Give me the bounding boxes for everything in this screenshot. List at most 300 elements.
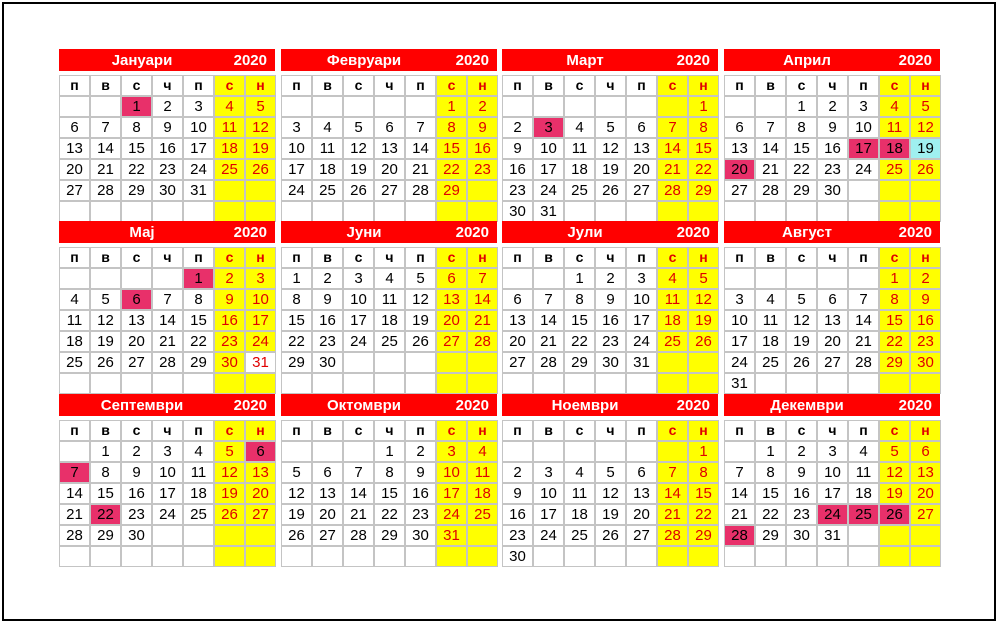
day-cell[interactable]: 16: [502, 504, 533, 525]
day-cell[interactable]: 18: [879, 138, 910, 159]
day-cell[interactable]: 9: [910, 289, 941, 310]
day-cell[interactable]: 26: [688, 331, 719, 352]
day-cell[interactable]: 9: [502, 483, 533, 504]
day-cell[interactable]: 13: [910, 462, 941, 483]
day-cell[interactable]: 23: [152, 159, 183, 180]
day-cell[interactable]: 13: [502, 310, 533, 331]
day-cell[interactable]: 18: [755, 331, 786, 352]
day-cell[interactable]: 26: [786, 352, 817, 373]
day-cell[interactable]: 2: [502, 117, 533, 138]
day-cell[interactable]: 21: [755, 159, 786, 180]
day-cell[interactable]: 10: [183, 117, 214, 138]
day-cell[interactable]: 11: [848, 462, 879, 483]
day-cell[interactable]: 5: [405, 268, 436, 289]
day-cell[interactable]: 6: [817, 289, 848, 310]
day-cell[interactable]: 25: [657, 331, 688, 352]
day-cell[interactable]: 6: [502, 289, 533, 310]
day-cell[interactable]: 28: [724, 525, 755, 546]
day-cell[interactable]: 7: [657, 117, 688, 138]
day-cell[interactable]: 13: [817, 310, 848, 331]
day-cell[interactable]: 3: [152, 441, 183, 462]
day-cell[interactable]: 13: [312, 483, 343, 504]
day-cell[interactable]: 22: [786, 159, 817, 180]
day-cell[interactable]: 10: [343, 289, 374, 310]
day-cell[interactable]: 16: [817, 138, 848, 159]
day-cell[interactable]: 14: [848, 310, 879, 331]
day-cell[interactable]: 6: [312, 462, 343, 483]
day-cell[interactable]: 27: [724, 180, 755, 201]
day-cell[interactable]: 28: [343, 525, 374, 546]
day-cell[interactable]: 29: [688, 180, 719, 201]
day-cell[interactable]: 7: [90, 117, 121, 138]
day-cell[interactable]: 30: [502, 546, 533, 567]
day-cell[interactable]: 9: [152, 117, 183, 138]
day-cell[interactable]: 4: [564, 462, 595, 483]
day-cell[interactable]: 23: [502, 525, 533, 546]
day-cell[interactable]: 31: [436, 525, 467, 546]
day-cell[interactable]: 3: [724, 289, 755, 310]
day-cell[interactable]: 18: [59, 331, 90, 352]
day-cell[interactable]: 27: [626, 525, 657, 546]
day-cell[interactable]: 14: [59, 483, 90, 504]
day-cell[interactable]: 4: [374, 268, 405, 289]
day-cell[interactable]: 3: [343, 268, 374, 289]
day-cell[interactable]: 16: [152, 138, 183, 159]
day-cell[interactable]: 8: [281, 289, 312, 310]
day-cell[interactable]: 5: [688, 268, 719, 289]
day-cell[interactable]: 28: [90, 180, 121, 201]
day-cell[interactable]: 21: [724, 504, 755, 525]
day-cell[interactable]: 23: [312, 331, 343, 352]
day-cell[interactable]: 14: [467, 289, 498, 310]
day-cell[interactable]: 1: [688, 441, 719, 462]
day-cell[interactable]: 4: [564, 117, 595, 138]
day-cell[interactable]: 9: [214, 289, 245, 310]
day-cell[interactable]: 12: [688, 289, 719, 310]
day-cell[interactable]: 17: [343, 310, 374, 331]
day-cell[interactable]: 17: [245, 310, 276, 331]
day-cell[interactable]: 24: [626, 331, 657, 352]
day-cell[interactable]: 19: [245, 138, 276, 159]
day-cell[interactable]: 21: [152, 331, 183, 352]
day-cell[interactable]: 26: [281, 525, 312, 546]
day-cell[interactable]: 23: [910, 331, 941, 352]
day-cell[interactable]: 24: [436, 504, 467, 525]
day-cell[interactable]: 28: [533, 352, 564, 373]
day-cell[interactable]: 26: [343, 180, 374, 201]
day-cell[interactable]: 19: [688, 310, 719, 331]
day-cell[interactable]: 22: [436, 159, 467, 180]
day-cell[interactable]: 8: [755, 462, 786, 483]
day-cell[interactable]: 10: [533, 483, 564, 504]
day-cell[interactable]: 2: [595, 268, 626, 289]
day-cell[interactable]: 8: [183, 289, 214, 310]
day-cell[interactable]: 17: [436, 483, 467, 504]
day-cell[interactable]: 19: [786, 331, 817, 352]
day-cell[interactable]: 25: [374, 331, 405, 352]
day-cell[interactable]: 29: [755, 525, 786, 546]
day-cell[interactable]: 1: [786, 96, 817, 117]
day-cell[interactable]: 3: [626, 268, 657, 289]
day-cell[interactable]: 12: [595, 483, 626, 504]
day-cell[interactable]: 6: [121, 289, 152, 310]
day-cell[interactable]: 14: [755, 138, 786, 159]
day-cell[interactable]: 10: [533, 138, 564, 159]
day-cell[interactable]: 17: [533, 504, 564, 525]
day-cell[interactable]: 20: [626, 159, 657, 180]
day-cell[interactable]: 7: [59, 462, 90, 483]
day-cell[interactable]: 24: [533, 525, 564, 546]
day-cell[interactable]: 16: [467, 138, 498, 159]
day-cell[interactable]: 15: [436, 138, 467, 159]
day-cell[interactable]: 10: [281, 138, 312, 159]
day-cell[interactable]: 7: [343, 462, 374, 483]
day-cell[interactable]: 10: [724, 310, 755, 331]
day-cell[interactable]: 21: [343, 504, 374, 525]
day-cell[interactable]: 7: [152, 289, 183, 310]
day-cell[interactable]: 30: [214, 352, 245, 373]
day-cell[interactable]: 8: [374, 462, 405, 483]
day-cell[interactable]: 13: [59, 138, 90, 159]
day-cell[interactable]: 15: [564, 310, 595, 331]
day-cell[interactable]: 23: [121, 504, 152, 525]
day-cell[interactable]: 8: [688, 462, 719, 483]
day-cell[interactable]: 23: [467, 159, 498, 180]
day-cell[interactable]: 6: [436, 268, 467, 289]
day-cell[interactable]: 7: [405, 117, 436, 138]
day-cell[interactable]: 30: [312, 352, 343, 373]
day-cell[interactable]: 10: [817, 462, 848, 483]
day-cell[interactable]: 29: [688, 525, 719, 546]
day-cell[interactable]: 30: [152, 180, 183, 201]
day-cell[interactable]: 6: [626, 462, 657, 483]
day-cell[interactable]: 12: [910, 117, 941, 138]
day-cell[interactable]: 9: [467, 117, 498, 138]
day-cell[interactable]: 20: [436, 310, 467, 331]
day-cell[interactable]: 25: [312, 180, 343, 201]
day-cell[interactable]: 19: [595, 504, 626, 525]
day-cell[interactable]: 28: [405, 180, 436, 201]
day-cell[interactable]: 16: [502, 159, 533, 180]
day-cell[interactable]: 12: [90, 310, 121, 331]
day-cell[interactable]: 18: [564, 159, 595, 180]
day-cell[interactable]: 4: [755, 289, 786, 310]
day-cell[interactable]: 12: [879, 462, 910, 483]
day-cell[interactable]: 22: [90, 504, 121, 525]
day-cell[interactable]: 12: [405, 289, 436, 310]
day-cell[interactable]: 5: [214, 441, 245, 462]
day-cell[interactable]: 13: [436, 289, 467, 310]
day-cell[interactable]: 17: [626, 310, 657, 331]
day-cell[interactable]: 19: [595, 159, 626, 180]
day-cell[interactable]: 16: [214, 310, 245, 331]
day-cell[interactable]: 9: [312, 289, 343, 310]
day-cell[interactable]: 11: [59, 310, 90, 331]
day-cell[interactable]: 23: [817, 159, 848, 180]
day-cell[interactable]: 9: [595, 289, 626, 310]
day-cell[interactable]: 13: [626, 138, 657, 159]
day-cell[interactable]: 3: [245, 268, 276, 289]
day-cell[interactable]: 2: [152, 96, 183, 117]
day-cell[interactable]: 10: [848, 117, 879, 138]
day-cell[interactable]: 29: [183, 352, 214, 373]
day-cell[interactable]: 13: [245, 462, 276, 483]
day-cell[interactable]: 25: [214, 159, 245, 180]
day-cell[interactable]: 25: [755, 352, 786, 373]
day-cell[interactable]: 14: [657, 483, 688, 504]
day-cell[interactable]: 20: [374, 159, 405, 180]
day-cell[interactable]: 15: [121, 138, 152, 159]
day-cell[interactable]: 24: [152, 504, 183, 525]
day-cell[interactable]: 17: [152, 483, 183, 504]
day-cell[interactable]: 30: [786, 525, 817, 546]
day-cell[interactable]: 28: [657, 180, 688, 201]
day-cell[interactable]: 17: [281, 159, 312, 180]
day-cell[interactable]: 19: [879, 483, 910, 504]
day-cell[interactable]: 11: [467, 462, 498, 483]
day-cell[interactable]: 4: [59, 289, 90, 310]
day-cell[interactable]: 24: [817, 504, 848, 525]
day-cell[interactable]: 12: [786, 310, 817, 331]
day-cell[interactable]: 1: [374, 441, 405, 462]
day-cell[interactable]: 20: [910, 483, 941, 504]
day-cell[interactable]: 1: [121, 96, 152, 117]
day-cell[interactable]: 8: [879, 289, 910, 310]
day-cell[interactable]: 17: [817, 483, 848, 504]
day-cell[interactable]: 29: [786, 180, 817, 201]
day-cell[interactable]: 18: [183, 483, 214, 504]
day-cell[interactable]: 16: [121, 483, 152, 504]
day-cell[interactable]: 11: [879, 117, 910, 138]
day-cell[interactable]: 11: [657, 289, 688, 310]
day-cell[interactable]: 26: [405, 331, 436, 352]
day-cell[interactable]: 17: [724, 331, 755, 352]
day-cell[interactable]: 11: [564, 138, 595, 159]
day-cell[interactable]: 23: [595, 331, 626, 352]
day-cell[interactable]: 4: [312, 117, 343, 138]
day-cell[interactable]: 13: [626, 483, 657, 504]
day-cell[interactable]: 25: [467, 504, 498, 525]
day-cell[interactable]: 21: [848, 331, 879, 352]
day-cell[interactable]: 4: [183, 441, 214, 462]
day-cell[interactable]: 13: [374, 138, 405, 159]
day-cell[interactable]: 19: [343, 159, 374, 180]
day-cell[interactable]: 31: [183, 180, 214, 201]
day-cell[interactable]: 1: [281, 268, 312, 289]
day-cell[interactable]: 18: [312, 159, 343, 180]
day-cell[interactable]: 11: [755, 310, 786, 331]
day-cell[interactable]: 26: [595, 180, 626, 201]
day-cell[interactable]: 14: [90, 138, 121, 159]
day-cell[interactable]: 22: [755, 504, 786, 525]
day-cell[interactable]: 3: [436, 441, 467, 462]
day-cell[interactable]: 29: [879, 352, 910, 373]
day-cell[interactable]: 15: [90, 483, 121, 504]
day-cell[interactable]: 25: [183, 504, 214, 525]
day-cell[interactable]: 1: [755, 441, 786, 462]
day-cell[interactable]: 24: [183, 159, 214, 180]
day-cell[interactable]: 2: [214, 268, 245, 289]
day-cell[interactable]: 29: [90, 525, 121, 546]
day-cell[interactable]: 22: [374, 504, 405, 525]
day-cell[interactable]: 5: [595, 117, 626, 138]
day-cell[interactable]: 14: [343, 483, 374, 504]
day-cell[interactable]: 27: [312, 525, 343, 546]
day-cell[interactable]: 27: [374, 180, 405, 201]
day-cell[interactable]: 3: [533, 462, 564, 483]
day-cell[interactable]: 2: [502, 462, 533, 483]
day-cell[interactable]: 2: [817, 96, 848, 117]
day-cell[interactable]: 28: [152, 352, 183, 373]
day-cell[interactable]: 26: [879, 504, 910, 525]
day-cell[interactable]: 21: [657, 159, 688, 180]
day-cell[interactable]: 25: [564, 180, 595, 201]
day-cell[interactable]: 22: [121, 159, 152, 180]
day-cell[interactable]: 23: [214, 331, 245, 352]
day-cell[interactable]: 14: [533, 310, 564, 331]
day-cell[interactable]: 28: [755, 180, 786, 201]
day-cell[interactable]: 7: [848, 289, 879, 310]
day-cell[interactable]: 26: [595, 525, 626, 546]
day-cell[interactable]: 10: [626, 289, 657, 310]
day-cell[interactable]: 1: [183, 268, 214, 289]
day-cell[interactable]: 14: [405, 138, 436, 159]
day-cell[interactable]: 3: [183, 96, 214, 117]
day-cell[interactable]: 30: [595, 352, 626, 373]
day-cell[interactable]: 8: [688, 117, 719, 138]
day-cell[interactable]: 10: [152, 462, 183, 483]
day-cell[interactable]: 22: [688, 504, 719, 525]
day-cell[interactable]: 21: [467, 310, 498, 331]
day-cell[interactable]: 22: [183, 331, 214, 352]
day-cell[interactable]: 17: [848, 138, 879, 159]
day-cell[interactable]: 20: [245, 483, 276, 504]
day-cell[interactable]: 6: [910, 441, 941, 462]
day-cell[interactable]: 12: [343, 138, 374, 159]
day-cell[interactable]: 8: [121, 117, 152, 138]
day-cell[interactable]: 6: [374, 117, 405, 138]
day-cell[interactable]: 27: [502, 352, 533, 373]
day-cell[interactable]: 20: [59, 159, 90, 180]
day-cell[interactable]: 9: [817, 117, 848, 138]
day-cell[interactable]: 4: [214, 96, 245, 117]
day-cell[interactable]: 3: [281, 117, 312, 138]
day-cell[interactable]: 27: [436, 331, 467, 352]
day-cell[interactable]: 6: [626, 117, 657, 138]
day-cell[interactable]: 24: [724, 352, 755, 373]
day-cell[interactable]: 26: [910, 159, 941, 180]
day-cell[interactable]: 2: [910, 268, 941, 289]
day-cell[interactable]: 17: [183, 138, 214, 159]
day-cell[interactable]: 28: [657, 525, 688, 546]
day-cell[interactable]: 4: [848, 441, 879, 462]
day-cell[interactable]: 6: [59, 117, 90, 138]
day-cell[interactable]: 11: [214, 117, 245, 138]
day-cell[interactable]: 7: [724, 462, 755, 483]
day-cell[interactable]: 2: [312, 268, 343, 289]
day-cell[interactable]: 18: [467, 483, 498, 504]
day-cell[interactable]: 17: [533, 159, 564, 180]
day-cell[interactable]: 24: [281, 180, 312, 201]
day-cell[interactable]: 21: [405, 159, 436, 180]
day-cell[interactable]: 1: [879, 268, 910, 289]
day-cell[interactable]: 15: [688, 483, 719, 504]
day-cell[interactable]: 21: [657, 504, 688, 525]
day-cell[interactable]: 12: [214, 462, 245, 483]
day-cell[interactable]: 5: [281, 462, 312, 483]
day-cell[interactable]: 4: [879, 96, 910, 117]
day-cell[interactable]: 20: [724, 159, 755, 180]
day-cell[interactable]: 10: [245, 289, 276, 310]
day-cell[interactable]: 20: [626, 504, 657, 525]
day-cell[interactable]: 14: [152, 310, 183, 331]
day-cell[interactable]: 4: [657, 268, 688, 289]
day-cell[interactable]: 16: [595, 310, 626, 331]
day-cell[interactable]: 24: [245, 331, 276, 352]
day-cell[interactable]: 25: [59, 352, 90, 373]
day-cell[interactable]: 25: [848, 504, 879, 525]
day-cell[interactable]: 19: [281, 504, 312, 525]
day-cell[interactable]: 8: [90, 462, 121, 483]
day-cell[interactable]: 13: [724, 138, 755, 159]
day-cell[interactable]: 1: [90, 441, 121, 462]
day-cell[interactable]: 31: [533, 201, 564, 222]
day-cell[interactable]: 24: [343, 331, 374, 352]
day-cell[interactable]: 11: [564, 483, 595, 504]
day-cell[interactable]: 22: [879, 331, 910, 352]
day-cell[interactable]: 18: [564, 504, 595, 525]
day-cell[interactable]: 20: [502, 331, 533, 352]
day-cell[interactable]: 5: [879, 441, 910, 462]
day-cell[interactable]: 19: [90, 331, 121, 352]
day-cell[interactable]: 16: [312, 310, 343, 331]
day-cell[interactable]: 9: [502, 138, 533, 159]
day-cell[interactable]: 27: [817, 352, 848, 373]
day-cell[interactable]: 2: [405, 441, 436, 462]
day-cell[interactable]: 12: [245, 117, 276, 138]
day-cell[interactable]: 25: [564, 525, 595, 546]
day-cell[interactable]: 24: [533, 180, 564, 201]
day-cell[interactable]: 16: [405, 483, 436, 504]
day-cell[interactable]: 22: [688, 159, 719, 180]
day-cell[interactable]: 1: [436, 96, 467, 117]
day-cell[interactable]: 5: [910, 96, 941, 117]
day-cell[interactable]: 30: [502, 201, 533, 222]
day-cell[interactable]: 18: [214, 138, 245, 159]
day-cell[interactable]: 16: [910, 310, 941, 331]
day-cell[interactable]: 13: [121, 310, 152, 331]
day-cell[interactable]: 27: [910, 504, 941, 525]
day-cell[interactable]: 15: [183, 310, 214, 331]
day-cell[interactable]: 5: [343, 117, 374, 138]
day-cell[interactable]: 1: [688, 96, 719, 117]
day-cell[interactable]: 15: [688, 138, 719, 159]
day-cell[interactable]: 22: [564, 331, 595, 352]
day-cell[interactable]: 26: [90, 352, 121, 373]
day-cell[interactable]: 27: [121, 352, 152, 373]
day-cell[interactable]: 26: [214, 504, 245, 525]
day-cell[interactable]: 31: [724, 373, 755, 394]
day-cell[interactable]: 8: [786, 117, 817, 138]
day-cell[interactable]: 11: [312, 138, 343, 159]
day-cell[interactable]: 11: [374, 289, 405, 310]
day-cell[interactable]: 28: [59, 525, 90, 546]
day-cell[interactable]: 22: [281, 331, 312, 352]
day-cell[interactable]: 11: [183, 462, 214, 483]
day-cell[interactable]: 7: [657, 462, 688, 483]
day-cell[interactable]: 23: [502, 180, 533, 201]
day-cell[interactable]: 30: [817, 180, 848, 201]
